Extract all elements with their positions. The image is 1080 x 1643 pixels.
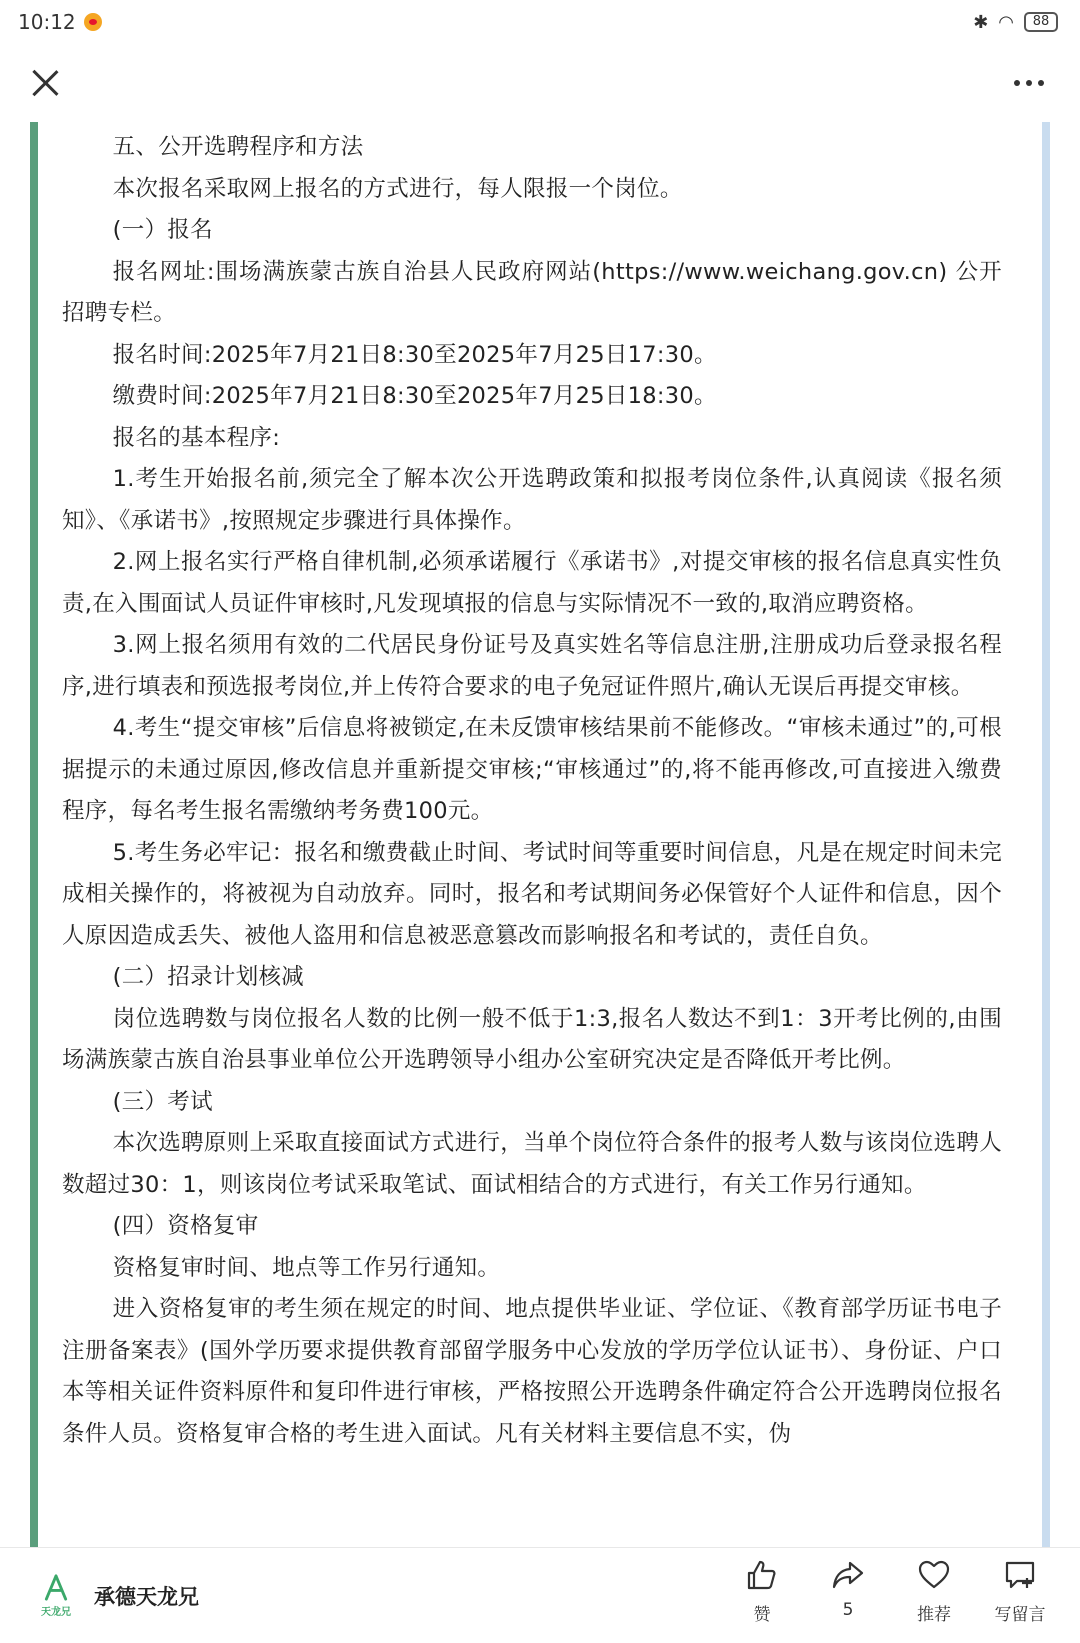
like-label: 赞 [753,1605,771,1625]
status-time: 10:12 [18,10,76,34]
share-button[interactable] [816,1558,880,1625]
paragraph: (二）招录计划核减 [112,964,305,990]
paragraph: 缴费时间:2025年7月21日8:30至2025年7月25日18:30。 [112,383,717,409]
logo-text: 天龙兄 [41,1606,71,1618]
paragraph: 2.网上报名实行严格自律机制,必须承诺履行《承诺书》,对提交审核的报名信息真实性负责,在入围面试人员证件审核时,凡发现填报的信息与实际情况不一致的,取消应聘资格。 [62,549,1002,617]
bluetooth-icon: ✱ [973,11,989,33]
account-logo[interactable] [36,1574,76,1618]
right-accent-bar [1042,122,1050,1547]
paragraph: (三）考试 [112,1088,213,1115]
status-bar [0,0,1080,44]
more-options-button[interactable] [1014,72,1044,94]
close-button[interactable] [30,68,60,98]
recommend-button[interactable] [902,1558,966,1625]
heart-icon [917,1558,951,1592]
paragraph: 岗位选聘数与岗位报名人数的比例一般不低于1:3,报名人数达不到1：3开考比例的,由围场满族蒙古族自治县事业单位公开选聘领导小组办公室研究决定是否降低开考比例。 [62,1005,1002,1073]
comment-button[interactable] [988,1558,1052,1625]
recommend-label: 推荐 [917,1605,951,1625]
paragraph: 进入资格复审的考生须在规定的时间、地点提供毕业证、学位证、《教育部学历证书电子注册备案表》(国外学历要求提供教育部留学服务中心发放的学历学位认证书）、身份证、户口本等相关证件资料原件和复印件进行审核，严格按照公开选聘条件确定符合公开选聘岗位报名条件人员。资格复审合格的考生进入面试。凡有关材料主要信息不实，伪 [62,1296,1002,1447]
battery-indicator: 88 [1024,12,1058,32]
paragraph: (一）报名 [112,217,213,243]
logo-icon [41,1574,71,1601]
document-body [62,127,1002,1455]
like-button[interactable] [730,1558,794,1625]
paragraph: 资格复审时间、地点等工作另行通知。 [112,1254,501,1281]
paragraph: 报名网址:围场满族蒙古族自治县人民政府网站(https://www.weichang.gov.cn) 公开招聘专栏。 [62,258,1002,326]
paragraph: 报名时间:2025年7月21日8:30至2025年7月25日17:30。 [112,341,717,368]
paragraph: 1.考生开始报名前,须完全了解本次公开选聘政策和拟报考岗位条件,认真阅读《报名须知》、《承诺书》,按照规定步骤进行具体操作。 [62,466,1002,534]
comment-icon [1003,1558,1037,1592]
share-count: 5 [842,1600,854,1620]
paragraph: 本次报名采取网上报名的方式进行，每人限报一个岗位。 [112,175,683,202]
top-navigation-bar [0,44,1080,122]
thumbs-up-icon [745,1558,779,1592]
wifi-icon: ◠ [998,11,1014,33]
paragraph: 5.考生务必牢记：报名和缴费截止时间、考试时间等重要时间信息，凡是在规定时间未完成相关操作的，将被视为自动放弃。同时，报名和考试期间务必保管好个人证件和信息，因个人原因造成丢失、被他人盗用和信息被恶意篡改而影响报名和考试的，责任自负。 [62,839,1002,949]
paragraph: 报名的基本程序: [112,424,281,451]
paragraph: 4.考生“提交审核”后信息将被锁定,在未反馈审核结果前不能修改。“审核未通过”的,可根据提示的未通过原因,修改信息并重新提交审核;“审核通过”的,将不能再修改,可直接进入缴费程序，每名考生报名需缴纳考务费100元。 [62,715,1002,824]
paragraph: (四）资格复审 [112,1213,259,1239]
paragraph: 3.网上报名须用有效的二代居民身份证号及真实姓名等信息注册,注册成功后登录报名程序,进行填表和预选报考岗位,并上传符合要求的电子免冠证件照片,确认无误后再提交审核。 [62,632,1002,700]
weibo-notification-icon [84,13,102,31]
comment-label: 写留言 [994,1605,1046,1625]
article-content [30,122,1050,1547]
paragraph: 本次选聘原则上采取直接面试方式进行，当单个岗位符合条件的报考人数与该岗位选聘人数超过30：1，则该岗位考试采取笔试、面试相结合的方式进行，有关工作另行通知。 [62,1130,1002,1198]
share-icon [831,1558,865,1592]
bottom-action-bar [0,1547,1080,1643]
left-accent-bar [30,122,38,1547]
paragraph: 五、公开选聘程序和方法 [112,134,364,160]
author-name[interactable]: 承德天龙兄 [94,1584,199,1609]
